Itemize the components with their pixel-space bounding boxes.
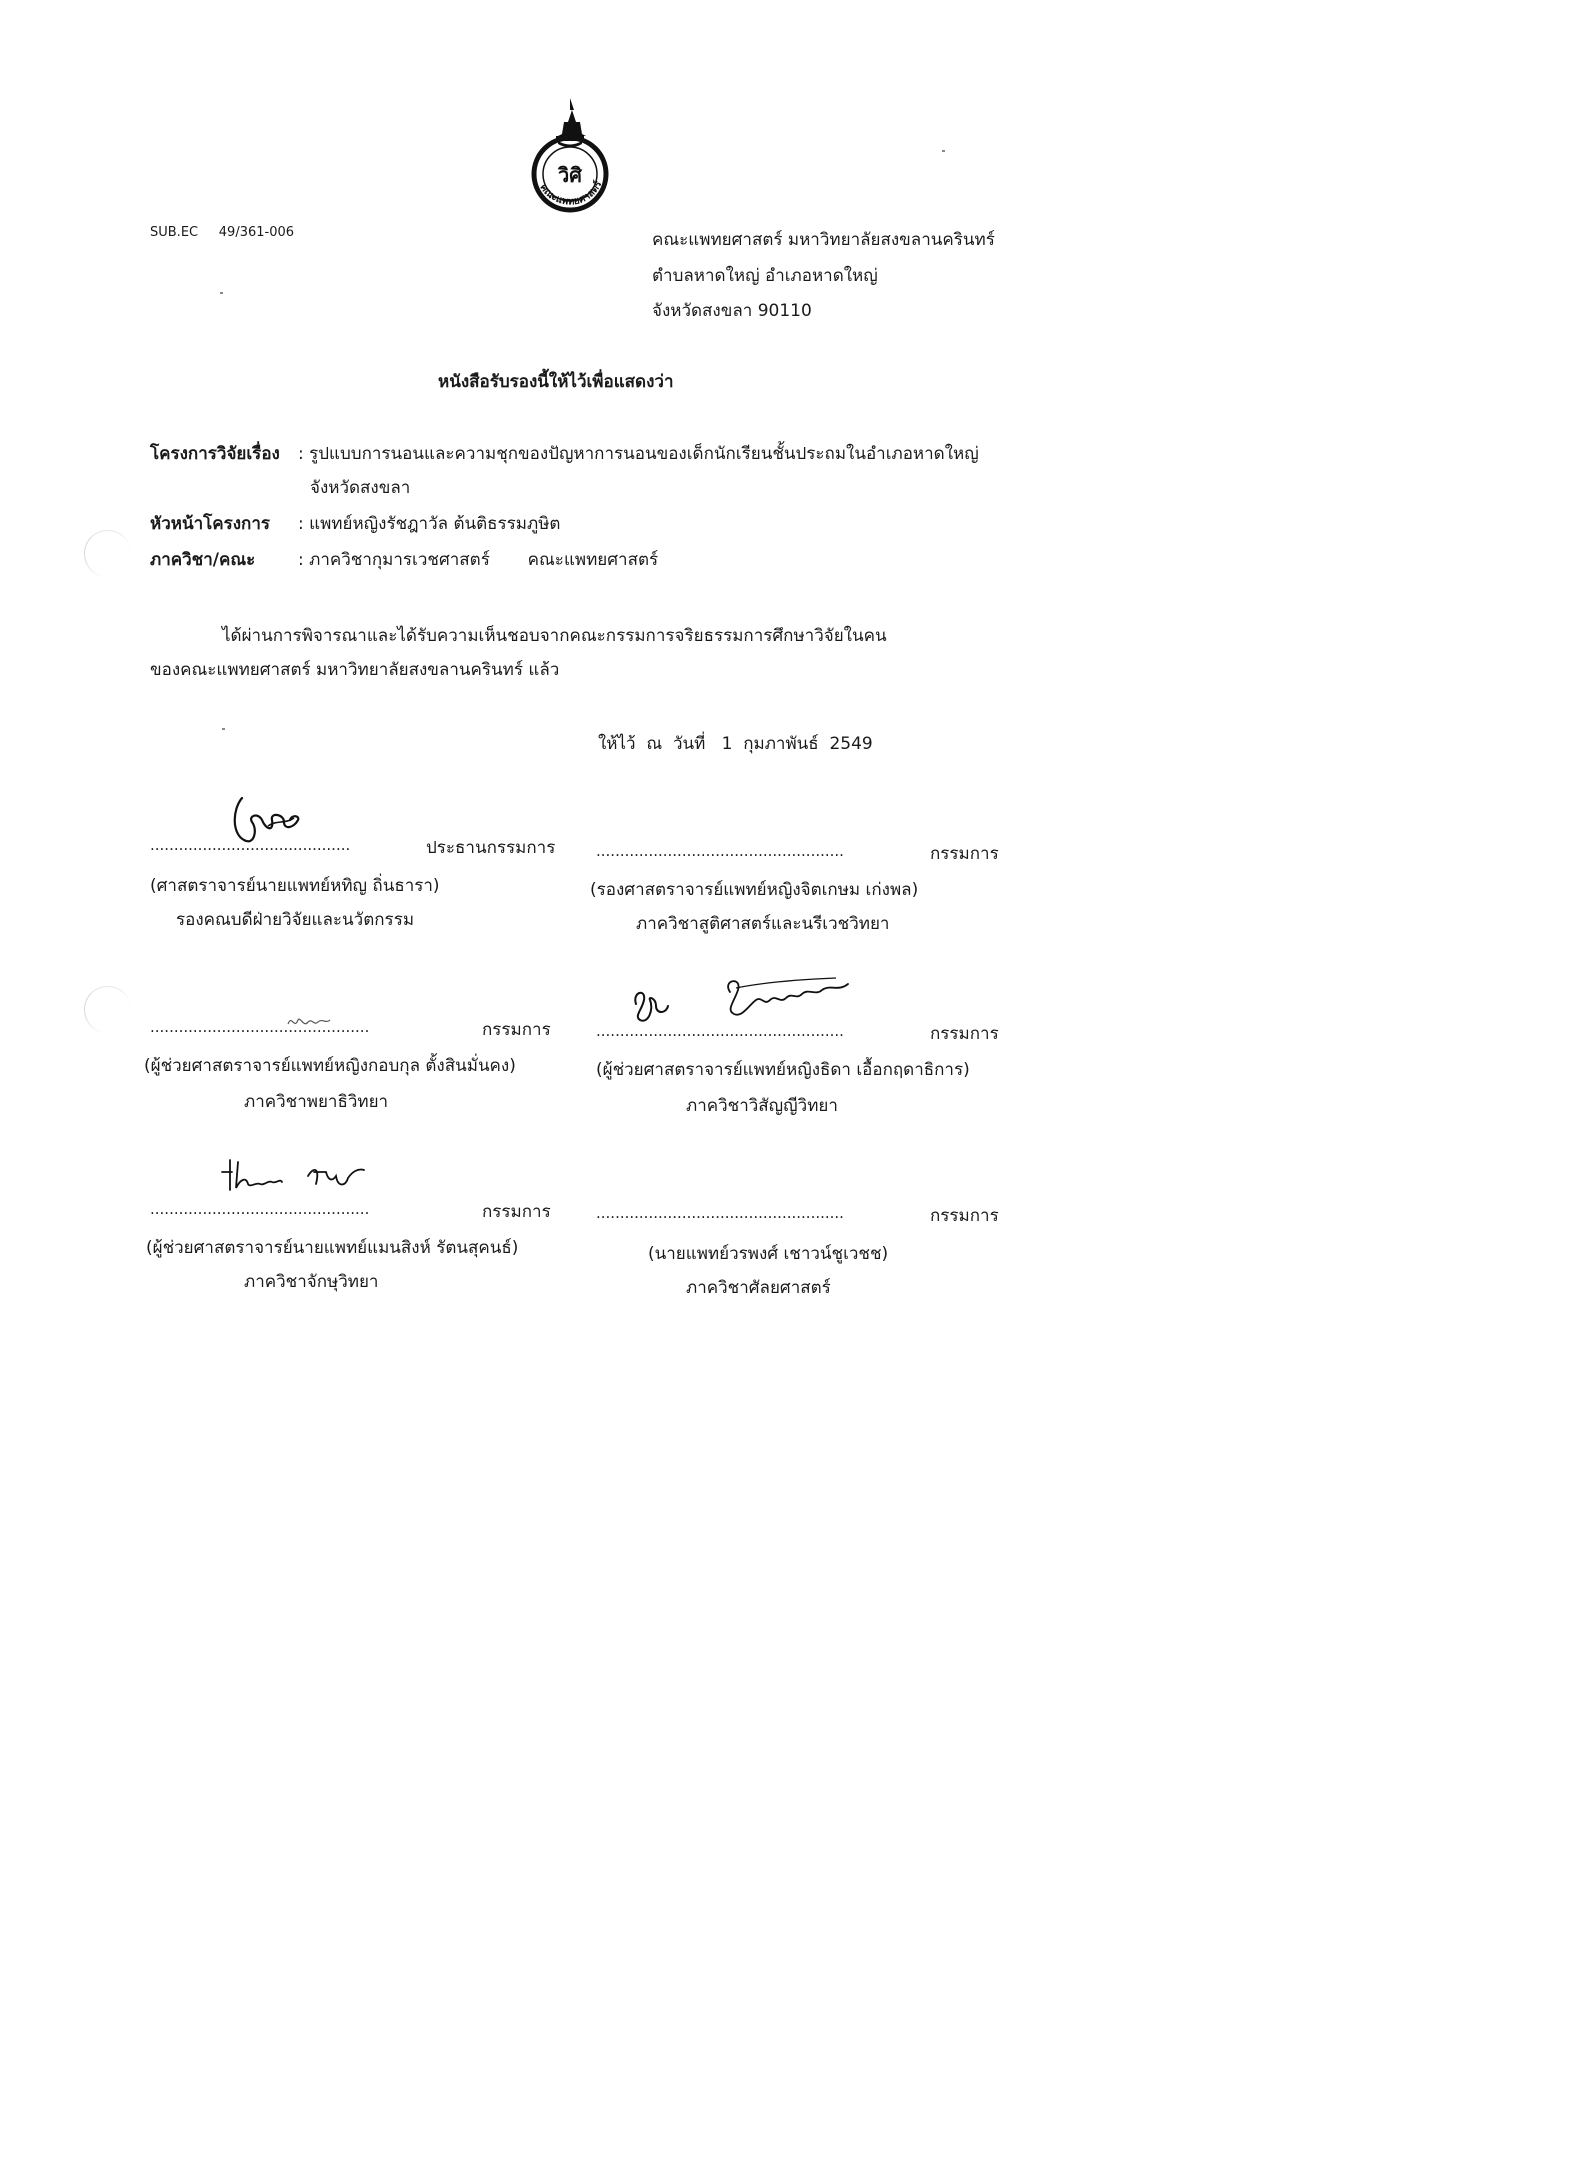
address-line-1: คณะแพทยศาสตร์ มหาวิทยาลัยสงขลานครินทร์ — [652, 230, 995, 250]
project-title-line-2: จังหวัดสงขลา — [310, 478, 411, 498]
signature-line: .............................................. — [150, 1200, 370, 1218]
signatory-role: กรรมการ — [482, 1202, 551, 1222]
department-value: : ภาควิชากุมารเวชศาสตร์ คณะแพทยศาสตร์ — [298, 550, 659, 570]
signatory-role: ประธานกรรมการ — [426, 838, 556, 858]
signatory-name: (นายแพทย์วรพงศ์ เชาวน์ชูเวชช) — [648, 1244, 889, 1264]
handwritten-signature — [218, 1158, 368, 1198]
project-leader-label: หัวหน้าโครงการ — [150, 514, 271, 534]
certificate-heading: หนังสือรับรองนี้ให้ไว้เพื่อแสดงว่า — [438, 372, 674, 392]
signatory-name: (ผู้ช่วยศาสตราจารย์แพทย์หญิงกอบกุล ตั้งสินมั่นคง) — [144, 1056, 516, 1076]
project-title-line-1: : รูปแบบการนอนและความชุกของปัญหาการนอนของเด็กนักเรียนชั้นประถมในอำเภอหาดใหญ่ — [298, 444, 979, 464]
approval-statement-line-1: ได้ผ่านการพิจารณาและได้รับความเห็นชอบจากคณะกรรมการจริยธรรมการศึกษาวิจัยในคน — [222, 626, 887, 646]
signatory-position: ภาควิชาวิสัญญีวิทยา — [686, 1096, 838, 1116]
signatory-position: รองคณบดีฝ่ายวิจัยและนวัตกรรม — [176, 910, 415, 930]
approval-statement-line-2: ของคณะแพทยศาสตร์ มหาวิทยาลัยสงขลานครินทร์ แล้ว — [150, 660, 560, 680]
department-label: ภาควิชา/คณะ — [150, 550, 256, 570]
address-line-2: ตำบลหาดใหญ่ อำเภอหาดใหญ่ — [652, 266, 878, 286]
signatory-position: ภาควิชาศัลยศาสตร์ — [686, 1278, 831, 1298]
signature-line: .......................................... — [150, 836, 351, 854]
faculty-seal — [522, 96, 618, 214]
signature-line: .................................................... — [596, 842, 844, 860]
scan-speck — [220, 292, 223, 294]
signatory-name: (ผู้ช่วยศาสตราจารย์นายแพทย์แมนสิงห์ รัตนสุคนธ์) — [146, 1238, 519, 1258]
svg-text:คณะแพทยศาสตร์: คณะแพทยศาสตร์ — [537, 179, 605, 208]
address-line-3: จังหวัดสงขลา 90110 — [652, 301, 812, 321]
hole-punch-mark — [84, 530, 131, 577]
signatory-position: ภาควิชาจักษุวิทยา — [244, 1272, 379, 1292]
project-label: โครงการวิจัยเรื่อง — [150, 444, 280, 464]
scan-speck — [222, 728, 225, 730]
issue-date: ให้ไว้ ณ วันที่ 1 กุมภาพันธ์ 2549 — [598, 734, 873, 754]
handwritten-signature — [626, 970, 852, 1030]
signatory-name: (ศาสตราจารย์นายแพทย์หทิญ ถิ่นธารา) — [150, 876, 440, 896]
signatory-name: (ผู้ช่วยศาสตราจารย์แพทย์หญิงธิดา เอื้อกฤดาธิการ) — [596, 1060, 970, 1080]
signature-line: .............................................. — [150, 1018, 370, 1036]
signatory-position: ภาควิชาสูติศาสตร์และนรีเวชวิทยา — [636, 914, 890, 934]
signatory-position: ภาควิชาพยาธิวิทยา — [244, 1092, 389, 1112]
signatory-role: กรรมการ — [482, 1020, 551, 1040]
signatory-role: กรรมการ — [930, 1024, 999, 1044]
signatory-role: กรรมการ — [930, 1206, 999, 1226]
hole-punch-mark — [84, 986, 131, 1033]
project-leader-value: : แพทย์หญิงรัชฎาวัล ต้นติธรรมภูษิต — [298, 514, 561, 534]
signatory-name: (รองศาสตราจารย์แพทย์หญิงจิตเกษม เก่งพล) — [590, 880, 919, 900]
reference-number: SUB.EC 49/361-006 — [150, 225, 295, 240]
scan-speck — [942, 150, 945, 152]
signature-line: .................................................... — [596, 1022, 844, 1040]
seal-inner-text: วิศิ — [558, 163, 582, 187]
signature-line: .................................................... — [596, 1204, 844, 1222]
signatory-role: กรรมการ — [930, 844, 999, 864]
